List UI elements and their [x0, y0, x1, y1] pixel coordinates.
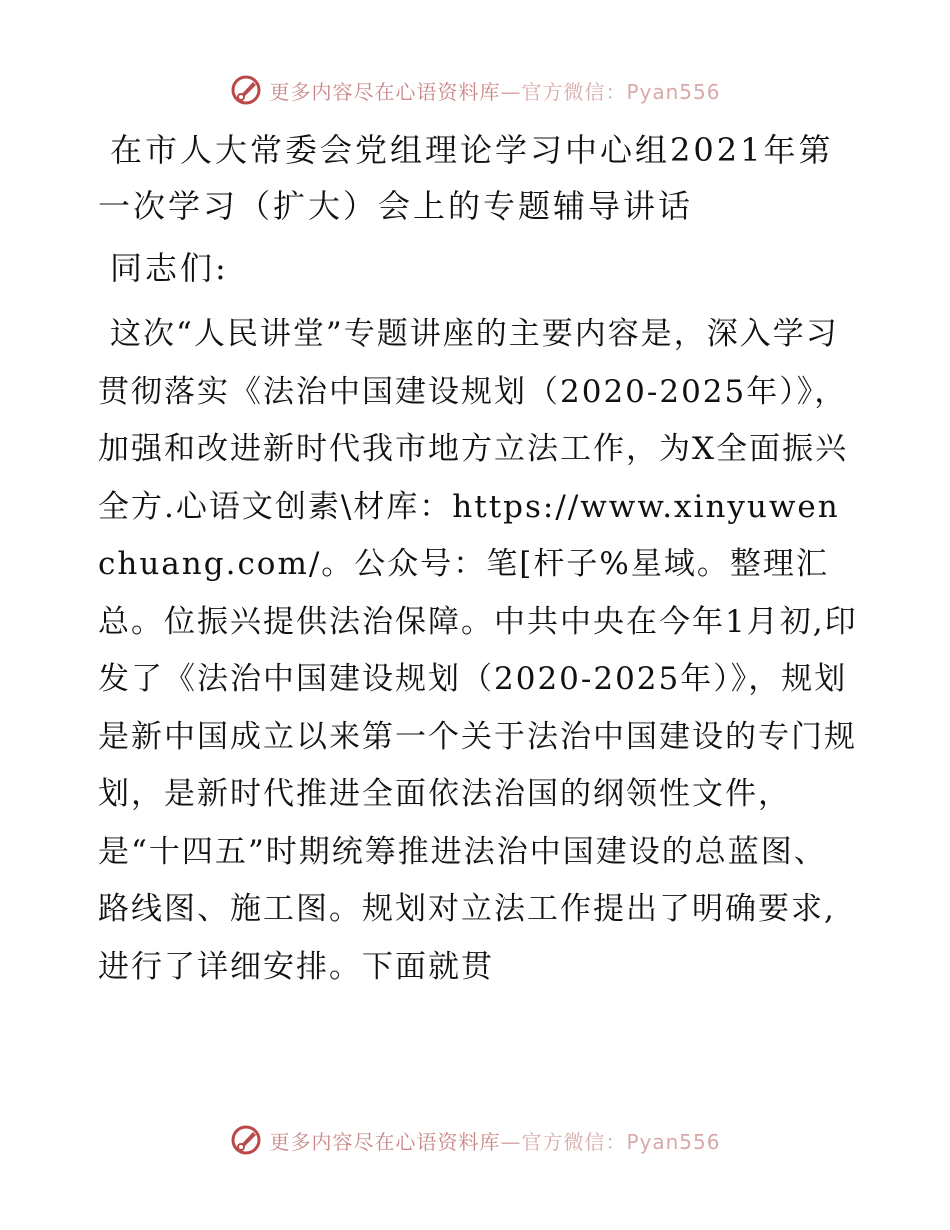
brush-logo-icon: [229, 73, 263, 107]
watermark-text: 更多内容尽在心语资料库—官方微信：Pyan556: [269, 79, 721, 104]
greeting: 同志们:: [110, 249, 229, 287]
document-content: [98, 122, 858, 996]
footer-watermark: [0, 1120, 950, 1160]
brush-logo-icon: [229, 1123, 263, 1157]
header-watermark: [0, 70, 950, 110]
watermark-text: 更多内容尽在心语资料库—官方微信：Pyan556: [269, 1129, 721, 1154]
document-title: 在市人大常委会党组理论学习中心组2021年第一次学习（扩大）会上的专题辅导讲话: [98, 131, 834, 225]
body-paragraph: 这次“人民讲堂”专题讲座的主要内容是，深入学习贯彻落实《法治中国建设规划（2020-2025年）》，加强和改进新时代我市地方立法工作，为X全面振兴全方.心语文创素\材库：https://www.xinyuwenchuang.com/。公众号：笔[杆子%星域。整理汇总。位振兴提供法治保障。中共中央在今年1月初,印发了《法治中国建设规划（2020-2025年）》，规划是新中国成立以来第一个关于法治中国建设的专门规划，是新时代推进全面依法治国的纲领性文件，是“十四五”时期统筹推进法治中国建设的总蓝图、路线图、施工图。规划对立法工作提出了明确要求,进行了详细安排。下面就贯: [98, 316, 858, 985]
